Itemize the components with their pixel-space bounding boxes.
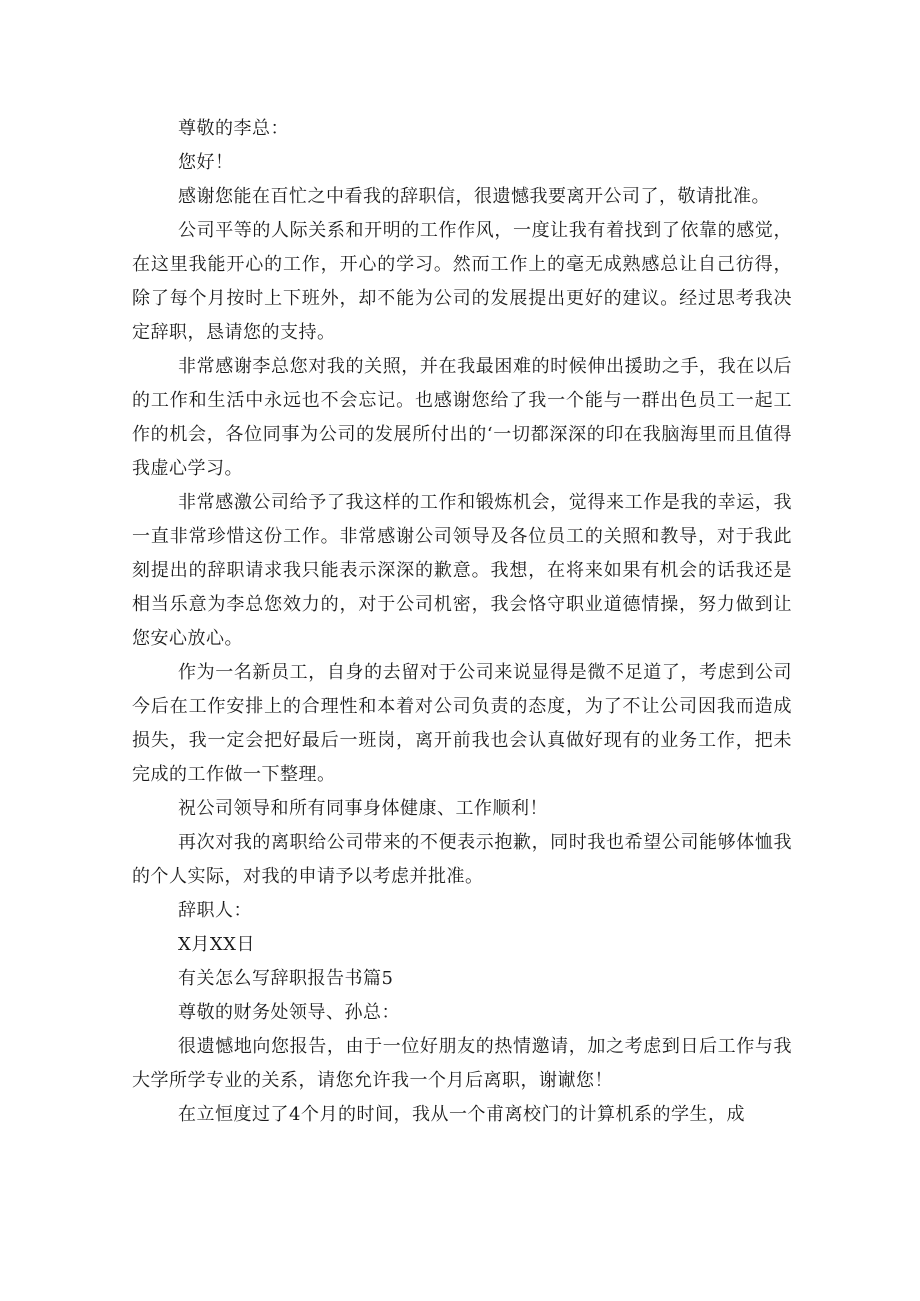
paragraph: 公司平等的人际关系和开明的工作作风，一度让我有着找到了依靠的感觉，在这里我能开心的工作，开心的学习。然而工作上的毫无成熟感总让自己彷得，除了每个月按时上下班外，却不能为公司的发展提出更好的建议。经过思考我决定辞职，恳请您的支持。 xyxy=(132,220,792,343)
salutation: 尊敬的财务处领导、孙总： xyxy=(178,1002,400,1023)
signature-label: 辞职人： xyxy=(178,900,252,921)
paragraph: 非常感谢李总您对我的关照，并在我最困难的时候伸出援助之手，我在以后的工作和生活中永远也不会忘记。也感谢您给了我一个能与一群出色员工一起工作的机会，各位同事为公司的发展所付出的‘一切都深深的印在我脑海里而且值得我虚心学习。 xyxy=(132,356,792,479)
document-page xyxy=(132,112,792,1132)
greeting: 您好！ xyxy=(178,152,234,173)
paragraph: 很遗憾地向您报告，由于一位好朋友的热情邀请，加之考虑到日后工作与我大学所学专业的关系，请您允许我一个月后离职，谢谳您！ xyxy=(132,1036,792,1091)
paragraph: 非常感激公司给予了我这样的工作和锻炼机会，觉得来工作是我的幸运，我一直非常珍惜这份工作。非常感谢公司领导及各位员工的关照和教导，对于我此刻提出的辞职请求我只能表示深深的歉意。我想，在将来如果有机会的话我还是相当乐意为李总您效力的，对于公司机密，我会恪守职业道德情操，努力做到让您安心放心。 xyxy=(132,492,792,649)
salutation: 尊敬的李总： xyxy=(178,118,289,139)
date-line: X月XX日 xyxy=(178,934,255,955)
paragraph: 作为一名新员工，自身的去留对于公司来说显得是微不足道了，考虑到公司今后在工作安排上的合理性和本着对公司负责的态度，为了不让公司因我而造成损失，我一定会把好最后一班岗，离开前我也会认真做好现有的业务工作，把未完成的工作做一下整理。 xyxy=(132,662,792,785)
section-heading: 有关怎么写辞职报告书篇5 xyxy=(178,968,394,989)
paragraph: 再次对我的离职给公司带来的不便表示抱歉，同时我也希望公司能够体恤我的个人实际，对我的申请予以考虑并批准。 xyxy=(132,832,792,887)
paragraph: 祝公司领导和所有同事身体健康、工作顺利！ xyxy=(178,798,548,819)
paragraph: 在立恒度过了4个月的时间，我从一个甫离校门的计算机系的学生，成 xyxy=(178,1104,745,1125)
paragraph: 感谢您能在百忙之中看我的辞职信，很遗憾我要离开公司了，敬请批准。 xyxy=(178,186,770,207)
